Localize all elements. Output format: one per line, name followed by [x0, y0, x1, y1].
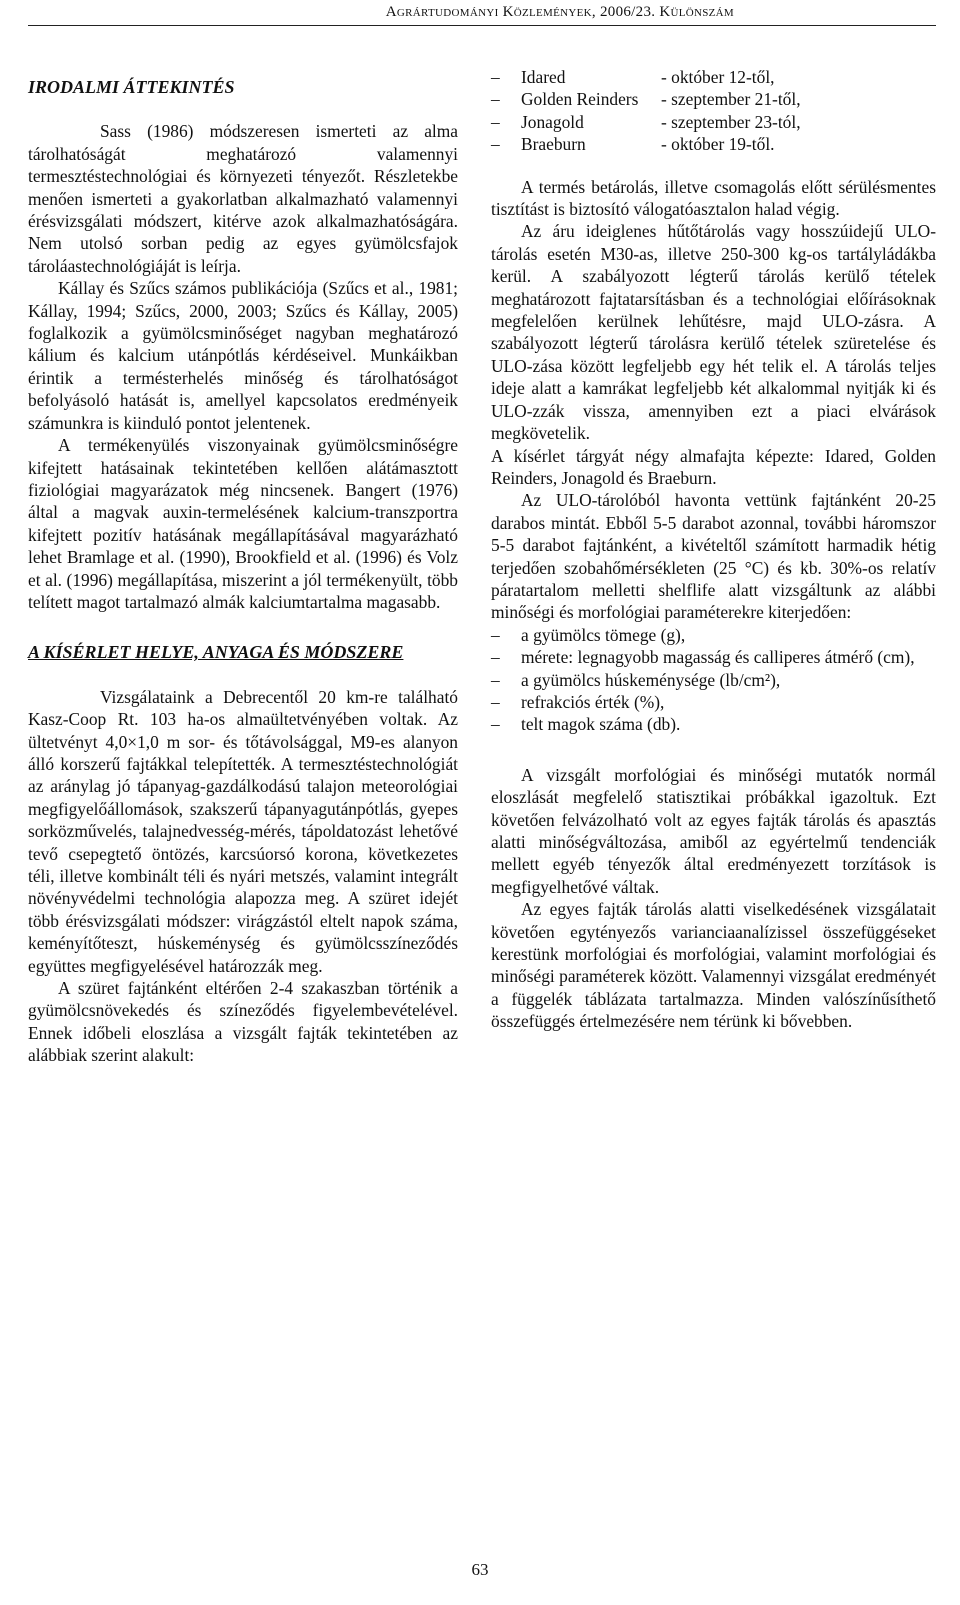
harvest-date-row — [491, 88, 936, 110]
methods-paragraph-1: Vizsgálataink a Debrecentől 20 km-re található Kasz-Coop Rt. 103 ha-os almaültetvényében voltak. Az ültetvényt 4,0×1,0 m sor- és tőtávolsággal, M9-es alanyon álló korszerű fajtákkal telepítették. A termesztéstechnológiát az aránylag jó tápanyag-gazdálkodású talajon meteorológiai megfigyelőállomások, szakszerű tápanyagutánpótlás, gyepes sorközművelés, talajnedvesség-mérés, tápoldatozást lehetővé tevő csepegtető öntözés, karcsúorsó korona, következetes téli, illetve kombinált téli és nyári metszés, valamint integrált növényvédelmi technológia alapozza meg. A szüret idejét több érésvizsgálati módszer: virágzástól eltelt napok száma, keményítőteszt, húskeménység és gyümölcsszíneződés együttes megfigyelésével határozzák meg. — [28, 686, 458, 976]
lit-paragraph-3: A termékenyülés viszonyainak gyümölcsminőségre kifejtett hatásainak tekintetében kellően alátámasztott fiziológiai magyarázatok még nincsenek. Bangert (1976) által a magvak auxin-termelésének kalcium-transzportra kifejtett pozitív hatásának megállapításával magyarázható lehet Bramlage et al. (1990), Brookfield et al. (1996) és Volz et al. (1996) megállapítása, miszerint a jól termékenyült, több telített magot tartalmazó almák kalciumtartalma magasabb. — [28, 435, 458, 612]
parameter-list — [491, 624, 936, 736]
dash-mark: – — [491, 89, 500, 110]
lit-paragraph-1: Sass (1986) módszeresen ismerteti az alma tárolhatóságát meghatározó valamennyi termesztéstechnológiai és környezeti tényezőt. Részletekbe menően ismerteti a gyakorlatban alkalmazható valamennyi érésvizsgálati módszert, kitérve azok alkalmazhatóságára. Nem utolsó sorban pedig az egyes gyümölcsfajok tároláastechnológiáját is leírja. — [28, 121, 458, 276]
parameter-text: refrakciós érték (%), — [521, 691, 665, 712]
right-paragraph-6: Az egyes fajták tárolás alatti viselkedésének vizsgálatait követően egytényezős varianciaanalízissel összefüggéseket kerestünk morfológiai és morfológiai, valamint morfológiai és minőségi paraméterek között. Valamennyi vizsgálat eredményét a függelék táblázata tartalmazza. Minden valószínűsíthető összefüggés értelmezésére nem térünk ki bővebben. — [491, 899, 936, 1032]
dash-mark: – — [491, 691, 500, 712]
parameter-text: a gyümölcs húskeménysége (lb/cm²), — [521, 669, 781, 690]
right-paragraph-3: A kísérlet tárgyát négy almafajta képezte: Idared, Golden Reinders, Jonagold és Braeburn. — [491, 445, 936, 488]
right-paragraph-2: Az áru ideiglenes hűtőtárolás vagy hosszúidejű ULO-tárolás esetén M30-as, illetve 250-300 kg-os tartályládákba kerül. A szabályozott légterű tárolás kerülő tételek meghatározott fajtatarsításban és a technológiai előírásoknak megfelelően kerülnek lehűtésre, majd ULO-zásra. A szabályozott légterű tárolásra kerülő tételek szüretelése és ULO-zása között legfeljebb egy hét telik el. A tárolás teljes ideje alatt a kamrákat legfeljebb két alkalommal nyitják ki és ULO-zzák vissza, amennyiben ezt a piaci elvárások megkövetelik. — [491, 221, 936, 444]
dash-mark: – — [491, 624, 500, 645]
parameter-item — [491, 669, 936, 691]
harvest-date: - szeptember 21-től, — [661, 89, 801, 110]
harvest-date-row — [491, 133, 936, 155]
variety-name: Braeburn — [521, 134, 586, 155]
page-number: 63 — [471, 1560, 489, 1579]
dash-mark: – — [491, 669, 500, 690]
parameter-text: a gyümölcs tömege (g), — [521, 624, 686, 645]
dash-mark: – — [491, 111, 500, 132]
parameter-text: mérete: legnagyobb magasság és calliperes átmérő (cm), — [521, 647, 915, 668]
dash-mark: – — [491, 134, 500, 155]
header-rule — [28, 25, 936, 26]
harvest-date-row — [491, 111, 936, 133]
right-paragraph-5: A vizsgált morfológiai és minőségi mutatók normál eloszlását megfelelő statisztikai próbákkal igazoltuk. Ezt követően felvázolható volt az egyes fajták tárolás és apasztás alatti minőségváltozása, amiből az egyértelmű tendenciák mellett egyéb tényezők által eredményezett torzítások is megfigyelhetővé váltak. — [491, 764, 936, 897]
harvest-date: - szeptember 23-tól, — [661, 111, 801, 132]
variety-name: Idared — [521, 67, 566, 87]
literature-heading: IRODALMI ÁTTEKINTÉS — [28, 77, 235, 97]
variety-name: Golden Reinders — [521, 89, 639, 110]
harvest-date-row — [491, 66, 936, 88]
variety-name: Jonagold — [521, 111, 584, 132]
parameter-item — [491, 691, 936, 713]
right-column — [491, 66, 936, 1033]
parameter-text: telt magok száma (db). — [521, 714, 681, 735]
parameter-item — [491, 713, 936, 735]
right-paragraph-4: Az ULO-tárolóból havonta vettünk fajtánként 20-25 darabos mintát. Ebből 5-5 darabot azonnal, további háromszor 5-5 darabot fajtánként, a kivételtől számított harmadik hétig terjedően szobahőmérsékleten (25 °C) és kb. 30%-os relatív páratartalom melletti shelflife alatt vizsgáltunk az alábbi minőségi és morfológiai paraméterekre kiterjedően: — [491, 490, 936, 623]
harvest-date: - október 12-től, — [661, 67, 775, 87]
left-column — [28, 66, 458, 1067]
dash-mark: – — [491, 714, 500, 735]
harvest-date: - október 19-től. — [661, 134, 775, 155]
parameter-item — [491, 646, 936, 668]
methods-paragraph-2: A szüret fajtánként eltérően 2-4 szakaszban történik a gyümölcsnövekedés és színeződés figyelembevételével. Ennek időbeli eloszlása a vizsgált fajták tekintetében az alábbiak szerint alakult: — [28, 978, 458, 1066]
dash-mark: – — [491, 67, 500, 87]
lit-paragraph-2: Kállay és Szűcs számos publikációja (Szűcs et al., 1981; Kállay, 1994; Szűcs, 2000, 2003; Szűcs és Kállay, 2005) foglalkozik a gyümölcsminőséget nagyban meghatározó kálium és kalcium utánpótlás kérdéseivel. Munkáikban érintik a termésterhelés minőség és tárolhatóságot befolyásoló hatását is, amellyel kapcsolatos eredményeik számunkra is kiinduló pontot jelentenek. — [28, 278, 458, 433]
parameter-item — [491, 624, 936, 646]
dash-mark: – — [491, 647, 500, 668]
methods-heading: A KÍSÉRLET HELYE, ANYAGA ÉS MÓDSZERE — [28, 642, 404, 663]
harvest-dates-table — [491, 66, 936, 156]
running-head: Agrártudományi Közlemények, 2006/23. Különszám — [385, 4, 734, 20]
right-paragraph-1: A termés betárolás, illetve csomagolás előtt sérülésmentes tisztítást is biztosító válogatóasztalon halad végig. — [491, 176, 936, 220]
